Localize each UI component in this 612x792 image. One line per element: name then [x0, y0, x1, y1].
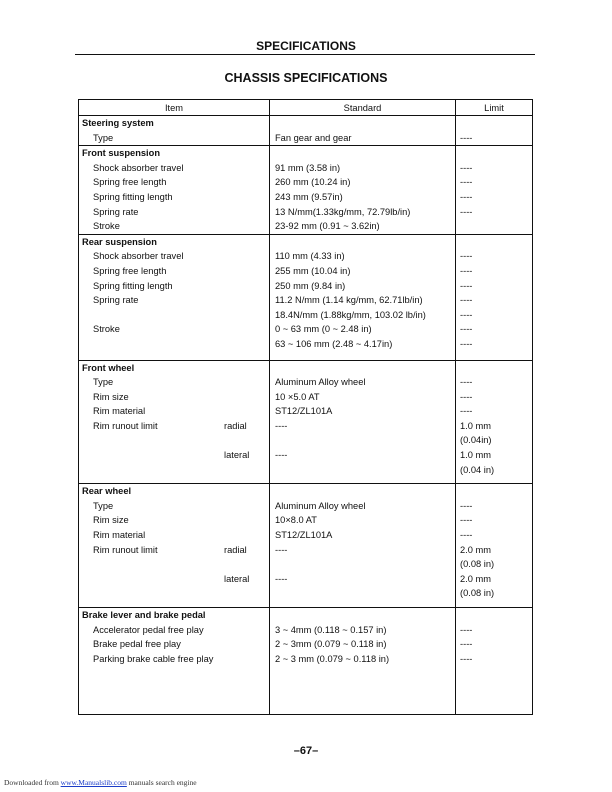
- item-text: Rim size: [93, 515, 129, 526]
- limit-value: ----: [460, 191, 473, 202]
- item-text: Type: [93, 500, 114, 511]
- item-text: Rim runout limit: [93, 420, 158, 431]
- standard-value: [270, 361, 455, 376]
- standard-cell: [270, 484, 456, 608]
- limit-value: [456, 219, 532, 234]
- item-text: Shock absorber travel: [93, 162, 184, 173]
- limit-value: ----: [460, 177, 473, 188]
- download-suffix: manuals search engine: [126, 778, 197, 787]
- item-text: Spring rate: [93, 295, 139, 306]
- standard-value: 11.2 N/mm (1.14 kg/mm, 62.71lb/in): [275, 295, 423, 306]
- item-label: [79, 528, 269, 543]
- item-text: Shock absorber travel: [93, 251, 184, 262]
- limit-value: (0.08 in): [460, 559, 495, 570]
- item-cell: [79, 234, 270, 360]
- item-label: [79, 543, 269, 558]
- standard-value: [270, 557, 455, 572]
- item-cell: [79, 146, 270, 235]
- item-label: [79, 337, 269, 352]
- standard-cell: [270, 146, 456, 235]
- item-label: [79, 637, 269, 652]
- item-label: [79, 279, 269, 294]
- standard-cell: [270, 608, 456, 715]
- standard-value: ----: [275, 420, 288, 431]
- limit-value: ----: [460, 406, 473, 417]
- item-label: [79, 419, 269, 434]
- section-heading: [79, 116, 269, 131]
- table-section: [79, 234, 533, 360]
- item-label: [79, 322, 269, 337]
- item-label: [79, 557, 269, 572]
- standard-value: ----: [275, 450, 288, 461]
- item-text: Steering system: [82, 118, 154, 128]
- limit-value: ----: [460, 132, 473, 143]
- limit-value: ----: [460, 309, 473, 320]
- item-text: Rim runout limit: [93, 544, 158, 555]
- item-cell: [79, 608, 270, 715]
- limit-value: ----: [460, 500, 473, 511]
- limit-value: ----: [460, 624, 473, 635]
- limit-value: ----: [460, 265, 473, 276]
- item-label: [79, 586, 269, 601]
- limit-value: ----: [460, 530, 473, 541]
- limit-value: ----: [460, 515, 473, 526]
- standard-value: ----: [275, 544, 288, 555]
- item-text: Stroke: [93, 324, 120, 335]
- item-text: Type: [93, 132, 114, 143]
- item-text: Spring fitting length: [93, 280, 173, 291]
- section-heading: [79, 146, 269, 161]
- limit-value: 2.0 mm: [460, 544, 491, 555]
- item-label: [79, 513, 269, 528]
- standard-value: 10×8.0 AT: [275, 515, 317, 526]
- item-text: Accelerator pedal free play: [93, 624, 204, 635]
- chassis-spec-table: [78, 99, 533, 715]
- limit-value: 1.0 mm: [460, 450, 491, 461]
- item-label: [79, 293, 269, 308]
- standard-value: 63 ~ 106 mm (2.48 ~ 4.17in): [275, 338, 393, 349]
- item-label: [79, 433, 269, 448]
- item-cell: [79, 484, 270, 608]
- manualslib-link[interactable]: www.Manualslib.com: [60, 778, 127, 787]
- header-title: SPECIFICATIONS: [256, 39, 356, 53]
- limit-cell: [456, 484, 533, 608]
- item-text: Rear wheel: [82, 486, 132, 497]
- item-label: [79, 161, 269, 176]
- limit-cell: [456, 608, 533, 715]
- standard-value: 260 mm (10.24 in): [275, 177, 351, 188]
- limit-value: ----: [460, 377, 473, 388]
- limit-cell: [456, 146, 533, 235]
- limit-value: ----: [460, 206, 473, 217]
- limit-value: [456, 146, 532, 161]
- limit-value: ----: [460, 280, 473, 291]
- limit-value: [456, 235, 532, 250]
- limit-value: 2.0 mm: [460, 573, 491, 584]
- item-label: [79, 175, 269, 190]
- sub-item-label: lateral: [224, 573, 250, 584]
- item-text: Stroke: [93, 221, 120, 232]
- limit-value: ----: [460, 639, 473, 650]
- standard-value: 3 ~ 4mm (0.118 ~ 0.157 in): [275, 624, 387, 635]
- limit-cell: [456, 234, 533, 360]
- standard-cell: [270, 116, 456, 146]
- item-label: [79, 308, 269, 323]
- item-text: Type: [93, 377, 114, 388]
- standard-value: 250 mm (9.84 in): [275, 280, 346, 291]
- standard-cell: [270, 234, 456, 360]
- limit-value: [456, 116, 532, 131]
- item-text: Spring free length: [93, 265, 167, 276]
- standard-value: Fan gear and gear: [275, 132, 352, 143]
- standard-value: [270, 235, 455, 250]
- standard-value: 91 mm (3.58 in): [275, 162, 341, 173]
- limit-value: [456, 361, 532, 376]
- sub-item-label: radial: [224, 420, 247, 431]
- limit-value: [456, 608, 532, 623]
- sub-item-label: lateral: [224, 450, 250, 461]
- item-cell: [79, 116, 270, 146]
- item-label: [79, 264, 269, 279]
- section-heading: [79, 484, 269, 499]
- limit-value: ----: [460, 338, 473, 349]
- item-label: [79, 652, 269, 667]
- limit-value: ----: [460, 295, 473, 306]
- section-heading: [79, 608, 269, 623]
- standard-value: 255 mm (10.04 in): [275, 265, 351, 276]
- standard-value: [270, 463, 455, 478]
- item-text: Rim material: [93, 406, 146, 417]
- item-text: Rim material: [93, 530, 146, 541]
- limit-value: (0.04 in): [460, 464, 495, 475]
- limit-value: (0.04in): [460, 435, 492, 446]
- limit-value: 1.0 mm: [460, 420, 491, 431]
- standard-cell: [270, 360, 456, 484]
- standard-value: 18.4N/mm (1.88kg/mm, 103.02 lb/in): [275, 309, 426, 320]
- standard-value: [270, 116, 455, 131]
- page-number: –67–: [293, 745, 319, 757]
- item-text: Spring fitting length: [93, 191, 173, 202]
- limit-value: (0.08 in): [460, 588, 495, 599]
- limit-value: [456, 484, 532, 499]
- section-heading: [79, 235, 269, 250]
- header-rule: [75, 54, 535, 55]
- download-note: [4, 778, 197, 787]
- item-label: [79, 623, 269, 638]
- sub-item-label: radial: [224, 544, 247, 555]
- limit-cell: [456, 360, 533, 484]
- limit-value: ----: [460, 391, 473, 402]
- standard-value: [270, 433, 455, 448]
- item-label: [79, 219, 269, 234]
- table-section: [79, 608, 533, 715]
- standard-value: Aluminum Alloy wheel: [275, 500, 366, 511]
- table-section: [79, 146, 533, 235]
- limit-value: ----: [460, 251, 473, 262]
- column-header-limit: Limit: [456, 100, 533, 116]
- standard-value: ST12/ZL101A: [275, 406, 333, 417]
- column-header-standard: Standard: [270, 100, 456, 116]
- standard-value: [270, 146, 455, 161]
- item-text: Brake lever and brake pedal: [82, 610, 206, 620]
- standard-value: 23-92 mm (0.91 ~ 3.62in): [275, 221, 380, 232]
- item-label: [79, 572, 269, 587]
- standard-value: 2 ~ 3mm (0.079 ~ 0.118 in): [275, 639, 387, 650]
- standard-value: 0 ~ 63 mm (0 ~ 2.48 in): [275, 324, 372, 335]
- column-header-item: Item: [79, 100, 270, 116]
- section-title: CHASSIS SPECIFICATIONS: [224, 71, 388, 85]
- standard-value: 110 mm (4.33 in): [275, 251, 345, 262]
- item-label: [79, 190, 269, 205]
- item-text: Brake pedal free play: [93, 639, 181, 650]
- download-prefix: Downloaded from: [4, 778, 61, 787]
- table-section: [79, 360, 533, 484]
- item-text: Rear suspension: [82, 236, 157, 247]
- item-cell: [79, 360, 270, 484]
- standard-value: [270, 484, 455, 499]
- standard-value: Aluminum Alloy wheel: [275, 377, 366, 388]
- standard-value: 243 mm (9.57in): [275, 191, 343, 202]
- standard-value: [270, 586, 455, 601]
- limit-value: ----: [460, 324, 473, 335]
- item-text: Spring rate: [93, 206, 139, 217]
- table-section: [79, 484, 533, 608]
- standard-value: ST12/ZL101A: [275, 530, 333, 541]
- item-label: [79, 205, 269, 220]
- table-header-row: [79, 100, 533, 116]
- standard-value: 2 ~ 3 mm (0.079 ~ 0.118 in): [275, 653, 390, 664]
- section-heading: [79, 361, 269, 376]
- limit-value: ----: [460, 162, 473, 173]
- standard-value: ----: [275, 573, 288, 584]
- standard-value: [270, 608, 455, 623]
- item-label: [79, 404, 269, 419]
- item-text: Rim size: [93, 391, 129, 402]
- item-text: Parking brake cable free play: [93, 653, 214, 664]
- item-text: Front wheel: [82, 362, 135, 373]
- standard-value: 10 ×5.0 AT: [275, 391, 320, 402]
- item-label: [79, 131, 269, 146]
- item-label: [79, 448, 269, 463]
- table-section: [79, 116, 533, 146]
- limit-value: ----: [460, 653, 473, 664]
- item-label: [79, 375, 269, 390]
- item-text: Front suspension: [82, 148, 160, 159]
- item-label: [79, 499, 269, 514]
- standard-value: 13 N/mm(1.33kg/mm, 72.79lb/in): [275, 206, 411, 217]
- item-label: [79, 463, 269, 478]
- item-text: Spring free length: [93, 177, 167, 188]
- item-label: [79, 249, 269, 264]
- limit-cell: [456, 116, 533, 146]
- item-label: [79, 390, 269, 405]
